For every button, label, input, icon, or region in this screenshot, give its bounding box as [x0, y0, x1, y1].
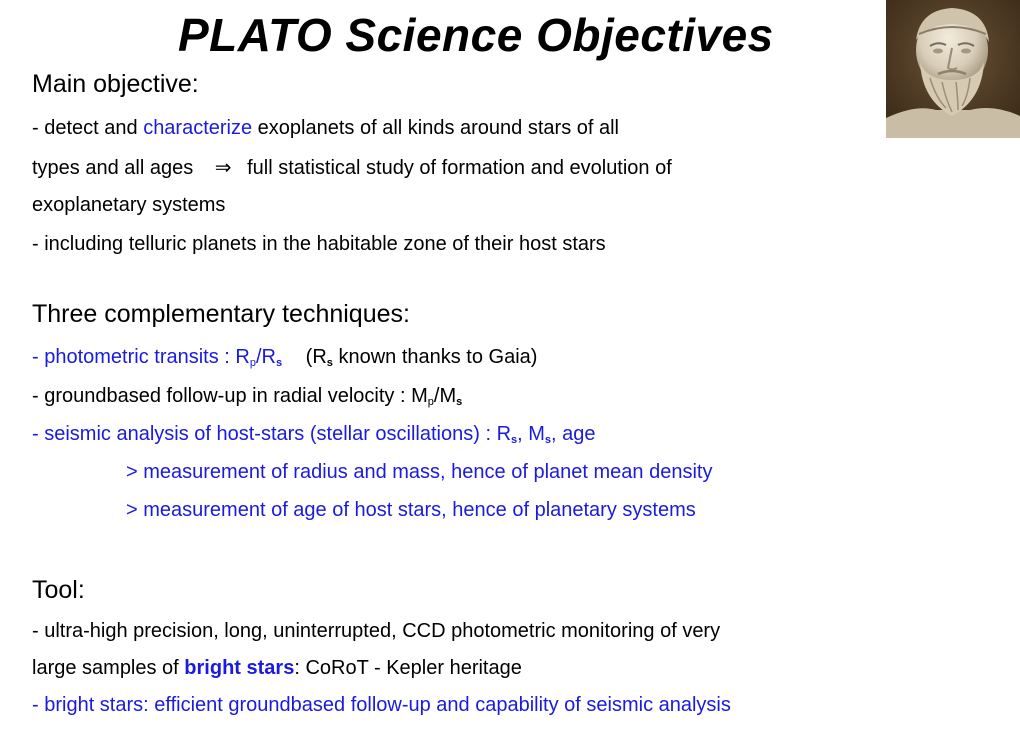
page-title: PLATO Science Objectives: [178, 9, 774, 61]
technique-transits: - photometric transits : $R_p/R_s$ ($R_s$ known thanks to Gaia): [32, 346, 538, 369]
tool-line-3: - bright stars: efficient groundbased follow-up and capability of seismic analysis: [32, 694, 731, 716]
main-objective-line-4: - including telluric planets in the habitable zone of their host stars: [32, 233, 606, 255]
main-objective-line-2: types and all ages ⇒ full statistical study of formation and evolution of: [32, 157, 672, 179]
tool-heading: Tool:: [32, 576, 85, 604]
technique-seismic: - seismic analysis of host-stars (stellar oscillations) : $R_s$, $M_s$, age: [32, 423, 596, 446]
tool-line-2: large samples of bright stars: CoRoT - Kepler heritage: [32, 657, 522, 679]
tool-line-1: - ultra-high precision, long, uninterrupted, CCD photometric monitoring of very: [32, 620, 721, 642]
main-objective-heading: Main objective:: [32, 70, 199, 98]
technique-radial-velocity: - groundbased follow-up in radial velocity : $M_p/M_s$: [32, 385, 463, 408]
plato-bust-image: [886, 0, 1020, 138]
plato-bust-icon: [886, 0, 1020, 138]
technique-seismic-detail-2: > measurement of age of host stars, hence of planetary systems: [126, 499, 696, 521]
main-objective-line-3: exoplanetary systems: [32, 194, 226, 216]
technique-seismic-detail-1: > measurement of radius and mass, hence of planet mean density: [126, 461, 713, 483]
main-objective-line-1: - detect and characterize exoplanets of all kinds around stars of all: [32, 117, 619, 139]
techniques-heading: Three complementary techniques:: [32, 300, 410, 328]
implies-arrow-icon: ⇒: [214, 157, 232, 179]
